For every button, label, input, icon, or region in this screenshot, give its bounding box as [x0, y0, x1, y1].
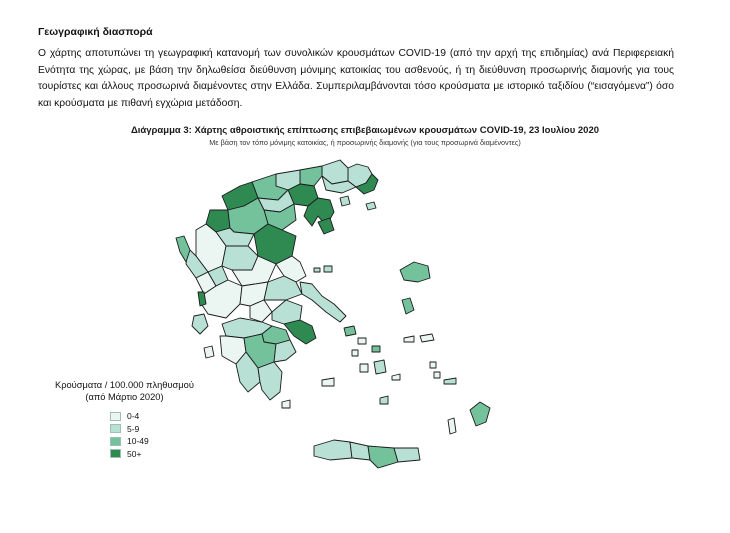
region-ikaria [404, 336, 414, 342]
legend-item [110, 448, 194, 461]
region-rethymno [350, 442, 370, 460]
region-leros [430, 362, 436, 368]
region-lasithi [394, 448, 420, 462]
legend-item [110, 435, 194, 448]
region-naxos [374, 360, 386, 374]
region-milos [322, 378, 334, 386]
region-syros [352, 350, 358, 356]
region-paros [360, 364, 368, 372]
region-kos [444, 378, 456, 384]
region-kalymnos [434, 372, 440, 378]
legend-label: 0-4 [127, 411, 140, 422]
legend-label: 5-9 [127, 423, 140, 434]
region-limnos [318, 218, 334, 234]
legend-subtitle: (από Μάρτιο 2020) [85, 392, 164, 402]
region-trikala [222, 246, 258, 270]
region-santorini [380, 396, 388, 404]
legend-swatch [110, 424, 121, 433]
region-mykonos [372, 346, 380, 352]
intro-paragraph: Ο χάρτης αποτυπώνει τη γεωγραφική κατανομή των συνολικών κρουσμάτων COVID-19 (από την αρχή της επιδημίας) ανά Περιφερειακή Ενότητα της χώρας, με βάση την δηλωθείσα διεύθυνση μόνιμης κατοικίας του ασθενούς, ή τη διεύθυνση προσωρινής διαμονής για τους τουρίστες και άλλους προσωρινά διαμένοντες στην Ελλάδα. Συμπεριλαμβάνονται τόσο κρούσματα με ιστορικό ταξιδίου (“εισαγόμενα”) όσο και κρούσματα με πιθανή εγχώρια μετάδοση. [38, 48, 674, 109]
region-lefkada [198, 292, 206, 306]
legend-swatch [110, 412, 121, 421]
section-heading: Γεωγραφική διασπορά [38, 26, 153, 38]
legend-swatch [110, 449, 121, 458]
figure-title: Διάγραμμα 3: Χάρτης αθροιστικής επίπτωσης επιβεβαιωμένων κρουσμάτων COVID-19, 23 Ιουλίου 2020 [130, 125, 600, 136]
region-skopelos [324, 266, 332, 272]
region-chania [314, 440, 352, 460]
region-thasos [340, 196, 350, 206]
region-lakonia [258, 362, 282, 400]
region-kefalonia [192, 314, 208, 334]
region-kythera [282, 400, 290, 408]
legend-title: Κρούσματα / 100.000 πληθυσμού [55, 380, 194, 390]
region-zakynthos [204, 346, 214, 358]
region-karpathos [448, 418, 456, 434]
region-rhodes [470, 402, 490, 426]
region-samos [420, 334, 434, 342]
legend-item [110, 410, 194, 423]
region-chios [402, 298, 414, 314]
region-lesvos [400, 262, 430, 282]
legend-swatch [110, 437, 121, 446]
region-heraklion [368, 446, 398, 468]
region-samothraki [366, 202, 376, 210]
region-serres [300, 166, 322, 186]
region-amorgos [392, 374, 400, 380]
legend-items [110, 410, 194, 460]
legend-item [110, 423, 194, 436]
region-tinos [358, 338, 366, 344]
legend-label: 50+ [127, 448, 142, 459]
region-andros [344, 326, 356, 336]
region-argolida [274, 340, 296, 362]
region-skiathos [314, 268, 320, 272]
map-legend [55, 379, 194, 460]
legend-label: 10-49 [127, 436, 149, 447]
figure-subtitle: Με βάση τον τόπο μόνιμης κατοικίας, ή προσωρινής διαμονής (για τους προσωρινά διαμένοντες) [209, 138, 521, 147]
region-evia [300, 282, 346, 322]
